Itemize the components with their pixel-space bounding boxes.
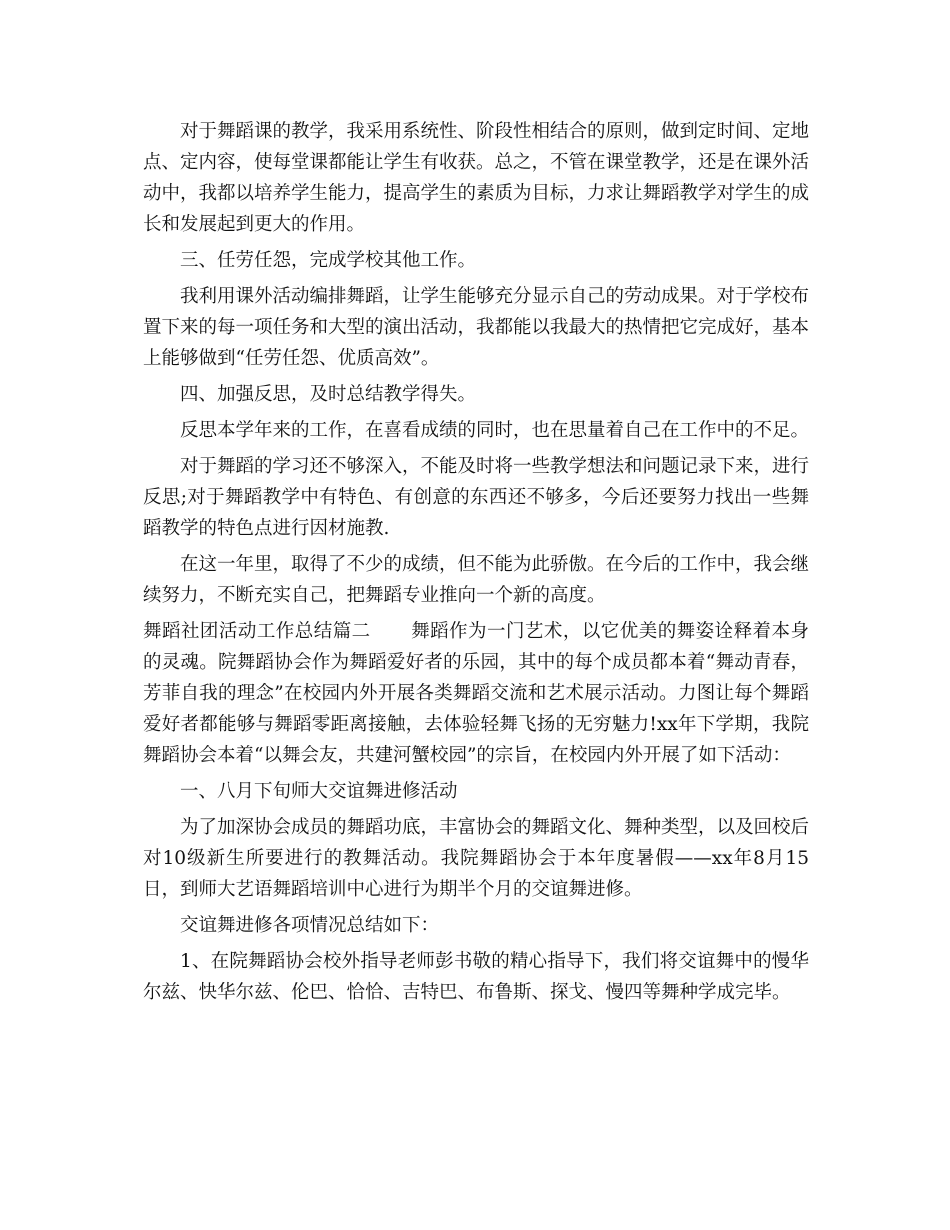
part-two-title: 舞蹈社团活动工作总结篇二 bbox=[143, 621, 371, 642]
paragraph-summary-intro: 交谊舞进修各项情况总结如下： bbox=[180, 915, 440, 936]
paragraph-summary-item-1: 1、在院舞蹈协会校外指导老师彭书敬的精心指导下，我们将交谊舞中的慢华尔兹、快华尔兹、伦巴、恰恰、吉特巴、布鲁斯、探戈、慢四等舞种学成完毕。 bbox=[143, 951, 809, 1003]
section-heading-1-ballroom: 一、八月下旬师大交谊舞进修活动 bbox=[180, 781, 458, 802]
document-page bbox=[143, 116, 809, 1013]
paragraph-part-two bbox=[143, 616, 809, 771]
section-heading-4: 四、加强反思，及时总结教学得失。 bbox=[180, 384, 477, 405]
paragraph-ballroom-training: 为了加深协会成员的舞蹈功底，丰富协会的舞蹈文化、舞种类型，以及回校后对10级新生所要进行的教舞活动。我院舞蹈协会于本年度暑假——xx年8月15日，到师大艺语舞蹈培训中心进行为期半个月的交谊舞进修。 bbox=[143, 817, 810, 900]
part-two-intro: 舞蹈作为一门艺术，以它优美的舞姿诠释着本身的灵魂。院舞蹈协会作为舞蹈爱好者的乐园，其中的每个成员都本着“舞动青春，芳菲自我的理念”在校园内外开展各类舞蹈交流和艺术展示活动。力图让每个舞蹈爱好者都能够与舞蹈零距离接触，去体验轻舞飞扬的无穷魅力!xx年下学期，我院舞蹈协会本着“以舞会友，共建河蟹校园”的宗旨，在校园内外开展了如下活动： bbox=[143, 621, 809, 766]
paragraph-reflection: 反思本学年来的工作，在喜看成绩的同时，也在思量着自己在工作中的不足。 bbox=[180, 420, 810, 441]
paragraph-shortcomings: 对于舞蹈的学习还不够深入，不能及时将一些教学想法和问题记录下来，进行反思;对于舞蹈教学中有特色、有创意的东西还不够多，今后还要努力找出一些舞蹈教学的特色点进行因材施教. bbox=[143, 456, 810, 539]
section-heading-3: 三、任劳任怨，完成学校其他工作。 bbox=[180, 250, 477, 271]
paragraph-dance-teaching: 对于舞蹈课的教学，我采用系统性、阶段性相结合的原则，做到定时间、定地点、定内容，使每堂课都能让学生有收获。总之，不管在课堂教学，还是在课外活动中，我都以培养学生能力，提高学生的素质为目标，力求让舞蹈教学对学生的成长和发展起到更大的作用。 bbox=[143, 121, 810, 235]
paragraph-school-work: 我利用课外活动编排舞蹈，让学生能够充分显示自己的劳动成果。对于学校布置下来的每一项任务和大型的演出活动，我都能以我最大的热情把它完成好，基本上能够做到“任劳任怨、优质高效”。 bbox=[143, 286, 810, 369]
paragraph-achievements: 在这一年里，取得了不少的成绩，但不能为此骄傲。在今后的工作中，我会继续努力，不断充实自己，把舞蹈专业推向一个新的高度。 bbox=[143, 554, 810, 606]
